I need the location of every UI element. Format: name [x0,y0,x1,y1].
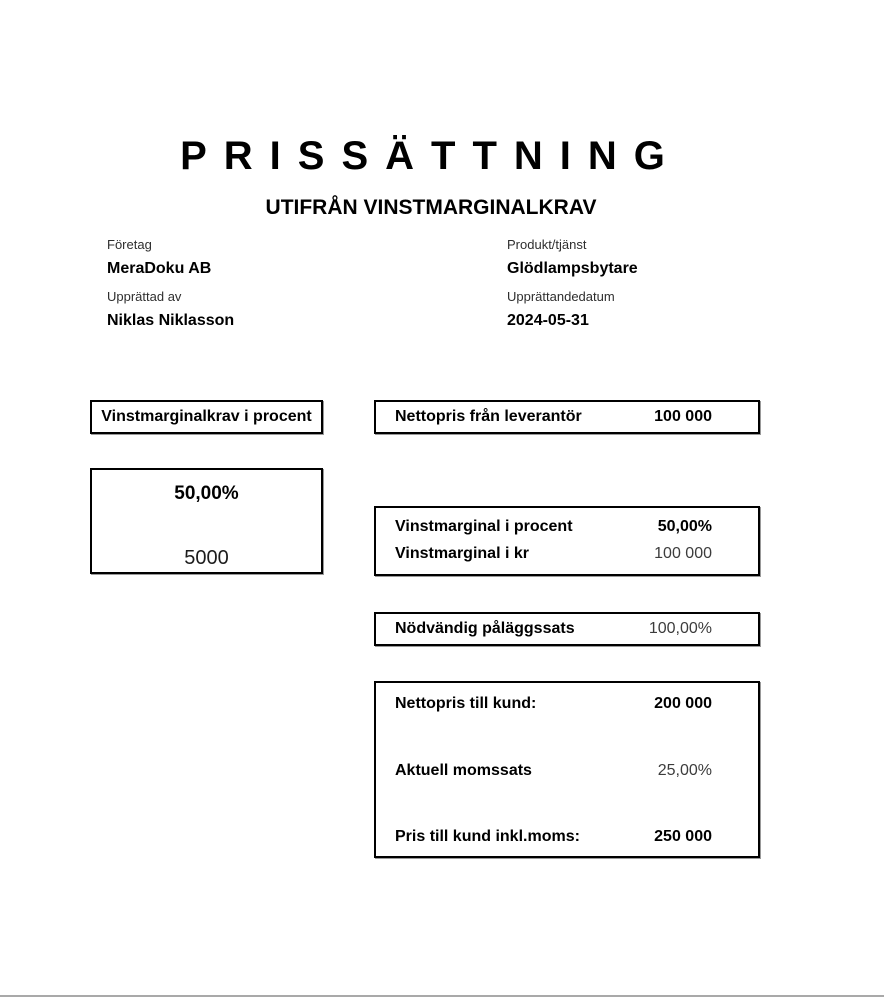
margin-amount-value: 100 000 [654,545,712,562]
author-value: Niklas Niklasson [107,312,235,329]
company-value: MeraDoku AB [107,260,212,277]
supplier-price-label: Nettopris från leverantör [395,408,582,425]
date-field [507,289,615,330]
markup-rate-value: 100,00% [648,620,712,637]
margin-box [374,506,760,576]
page-subtitle: UTIFRÅN VINSTMARGINALKRAV [265,196,597,219]
product-field [507,237,638,278]
author-field [107,289,234,330]
vat-rate-label: Aktuell momssats [395,761,532,779]
date-label: Upprättandedatum [507,289,615,304]
markup-rate-label: Nödvändig påläggssats [395,620,575,637]
window-bottom-rule [0,995,884,997]
margin-requirement-input-box [90,468,323,574]
price-incl-vat-row [376,827,758,847]
date-value: 2024-05-31 [507,312,589,329]
company-label: Företag [107,237,152,252]
net-price-customer-value: 200 000 [654,695,712,712]
net-price-customer-row [376,694,758,714]
markup-rate-row [376,619,758,639]
margin-percent-value: 50,00% [657,518,712,535]
product-label: Produkt/tjänst [507,237,587,252]
net-price-customer-label: Nettopris till kund: [395,695,537,712]
page-title: PRISSÄTTNING [180,134,682,178]
vat-rate-row [376,761,758,781]
product-value: Glödlampsbytare [507,260,638,277]
margin-requirement-header-box [90,400,323,434]
price-incl-vat-value: 250 000 [654,828,712,845]
margin-percent-row [376,517,758,537]
supplier-price-box [374,400,760,434]
margin-requirement-percent: 50,00% [174,483,239,504]
author-label: Upprättad av [107,289,182,304]
customer-price-box [374,681,760,858]
margin-requirement-header-label: Vinstmarginalkrav i procent [101,408,312,425]
markup-rate-box [374,612,760,646]
vat-rate-value: 25,00% [657,761,712,779]
margin-amount-label: Vinstmarginal i kr [395,545,529,562]
margin-amount-row [376,544,758,564]
supplier-price-row [376,407,758,427]
margin-requirement-raw-value: 5000 [184,547,229,569]
margin-percent-label: Vinstmarginal i procent [395,518,573,535]
supplier-price-value: 100 000 [654,408,712,425]
price-incl-vat-label: Pris till kund inkl.moms: [395,828,580,845]
company-field [107,237,211,278]
